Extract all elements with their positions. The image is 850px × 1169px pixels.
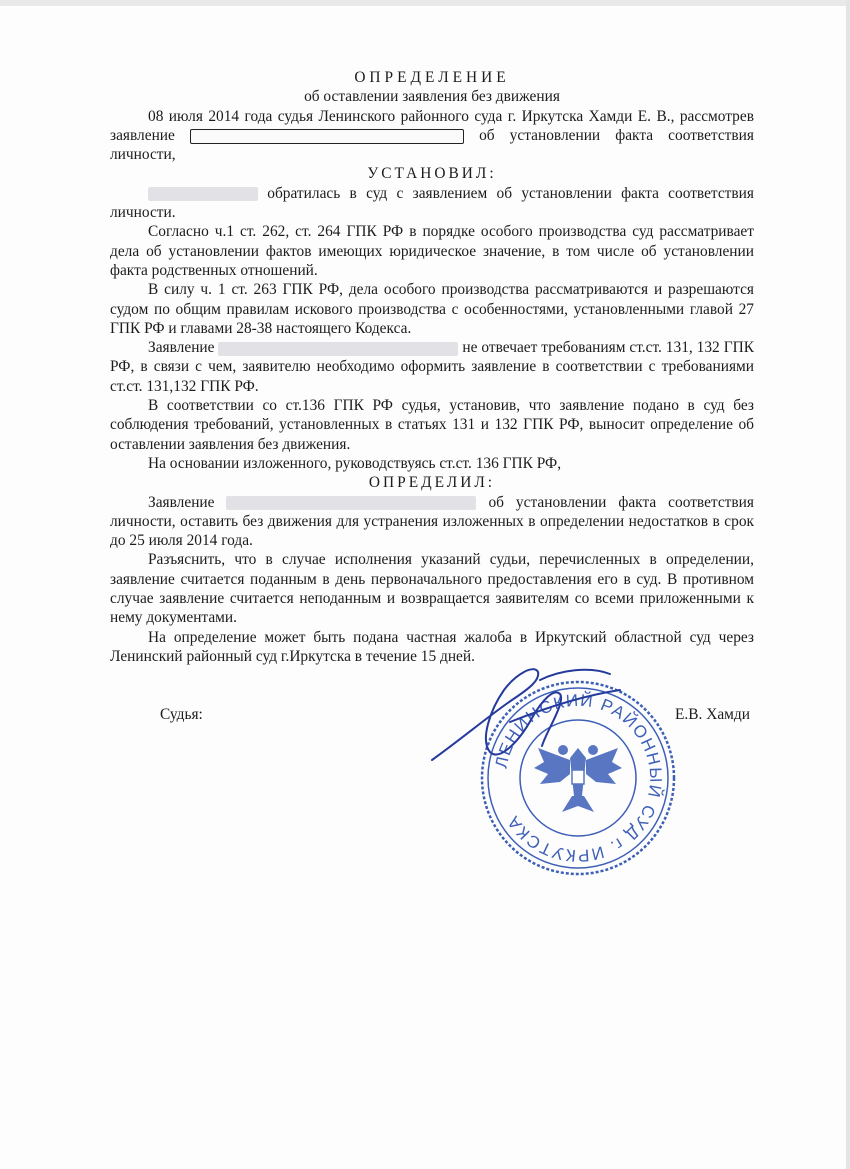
scan-edge-top bbox=[0, 0, 850, 6]
intro-part2: рассмотрев заявление bbox=[110, 107, 754, 144]
paragraph-4-start: Заявление bbox=[148, 339, 215, 357]
paragraph-5: В соответствии со ст.136 ГПК РФ судья, установив, что заявление подано в суд без соблюдения требований, установленных в статьях 131 и 132 ГПК РФ, выносит определение об оставлении заявления без движения. bbox=[110, 397, 754, 453]
paragraph-8: Разъяснить, что в случае исполнения указаний судьи, перечисленных в определении, заявление считается поданным в день первоначального предоставления его в суд. В противном случае заявление считается неподанным и возвращается заявителям со всеми приложенными к нему документами. bbox=[110, 551, 754, 627]
redacted-applicant bbox=[226, 496, 476, 510]
signature-block bbox=[160, 706, 750, 726]
paragraph-4 bbox=[110, 338, 754, 396]
document-body bbox=[110, 68, 754, 666]
paragraph-7 bbox=[110, 493, 754, 551]
scan-edge-right bbox=[846, 0, 850, 1169]
paragraph-3: В силу ч. 1 ст. 263 ГПК РФ, дела особого производства рассматриваются и разрешаются судом по общим правилам искового производства с особенностями, установленными главой 27 ГПК РФ и главами 28-38 настоящего Кодекса. bbox=[110, 281, 754, 337]
redacted-applicant bbox=[218, 342, 458, 356]
heading-determined: ОПРЕДЕЛИЛ: bbox=[368, 474, 496, 492]
paragraph-9: На определение может быть подана частная жалоба в Иркутский областной суд через Ленинский районный суд г.Иркутска в течение 15 дней. bbox=[110, 628, 754, 665]
paragraph-4-text: не отвечает требованиям ст.ст. 131, 132 ГПК РФ, в связи с чем, заявителю необходимо оформить заявление в соответствии с требованиями ст.ст. 131,132 ГПК РФ. bbox=[110, 339, 754, 395]
paragraph-7-start: Заявление bbox=[148, 493, 215, 511]
paragraph-1 bbox=[110, 184, 754, 223]
judge-label: Судья: bbox=[160, 706, 203, 723]
heading-established: УСТАНОВИЛ: bbox=[367, 165, 497, 183]
intro-part1: 08 июля 2014 года судья Ленинского районного суда г. Иркутска Хамди Е. В., bbox=[148, 107, 675, 125]
redacted-applicant-name bbox=[190, 129, 464, 144]
intro-paragraph bbox=[110, 107, 754, 165]
paragraph-1-text: обратилась в суд с заявлением об установлении факта соответствия личности. bbox=[110, 184, 754, 222]
intro-part3: об установлении факта соответствия личности, bbox=[110, 126, 754, 164]
document-title: ОПРЕДЕЛЕНИЕ bbox=[354, 69, 510, 86]
paragraph-7-text: об установлении факта соответствия личности, оставить без движения для устранения изложенных в определении недостатков в срок до 25 июля 2014 года. bbox=[110, 493, 754, 550]
redacted-applicant bbox=[148, 187, 258, 201]
paragraph-6: На основании изложенного, руководствуясь ст.ст. 136 ГПК РФ, bbox=[148, 454, 562, 472]
document-subtitle: об оставлении заявления без движения bbox=[304, 88, 560, 106]
paragraph-2: Согласно ч.1 ст. 262, ст. 264 ГПК РФ в порядке особого производства суд рассматривает дела об установлении фактов имеющих юридическое значение, в том числе об установлении факта родственных отношений. bbox=[110, 223, 754, 279]
judge-name: Е.В. Хамди bbox=[675, 706, 750, 723]
stamp-ring-text: ЛЕНИНСКИЙ РАЙОННЫЙ СУД г. ИРКУТСКА bbox=[491, 690, 666, 866]
